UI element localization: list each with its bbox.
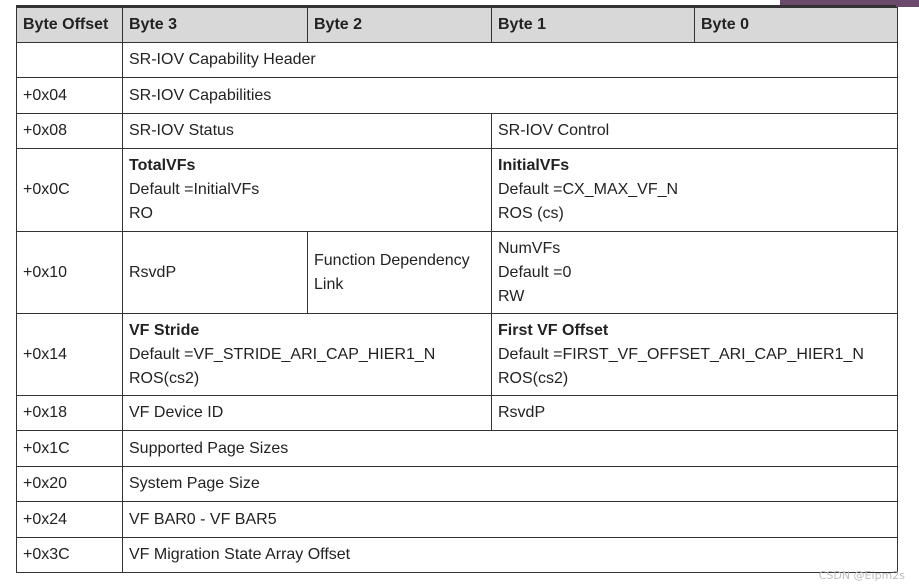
system-page-size-field: System Page Size — [123, 467, 898, 502]
function-dependency-link-field — [308, 232, 492, 314]
watermark: CSDN @Eipm2s — [818, 569, 905, 582]
table-row — [17, 114, 898, 149]
field-default: Default =FIRST_VF_OFFSET_ARI_CAP_HIER1_N — [498, 345, 864, 363]
header-byte-3: Byte 3 — [123, 8, 308, 43]
vf-device-id-field: VF Device ID — [123, 396, 492, 431]
table-row — [17, 78, 898, 114]
totalvfs-field — [123, 149, 492, 232]
initialvfs-field — [492, 149, 898, 232]
first-vf-offset-field — [492, 314, 898, 396]
sriov-register-table — [16, 7, 898, 573]
field-access: ROS(cs2) — [498, 369, 569, 387]
offset-cell: +0x0C — [17, 149, 123, 232]
vf-bar-field: VF BAR0 - VF BAR5 — [123, 502, 898, 538]
offset-cell: +0x24 — [17, 502, 123, 538]
header-byte-offset: Byte Offset — [17, 8, 123, 43]
capability-header-field: SR-IOV Capability Header — [123, 43, 898, 78]
field-name: First VF Offset — [498, 321, 609, 339]
offset-cell: +0x20 — [17, 467, 123, 502]
field-default: Default =VF_STRIDE_ARI_CAP_HIER1_N — [129, 345, 436, 363]
table-row — [17, 538, 898, 573]
field-name-line-2: Link — [314, 275, 344, 293]
offset-cell: +0x1C — [17, 431, 123, 467]
supported-page-sizes-field: Supported Page Sizes — [123, 431, 898, 467]
vf-stride-field — [123, 314, 492, 396]
field-access: RO — [129, 205, 153, 222]
status-field: SR-IOV Status — [123, 114, 492, 149]
field-default: Default =InitialVFs — [129, 181, 260, 198]
rsvdp-field: RsvdP — [492, 396, 898, 431]
control-field: SR-IOV Control — [492, 114, 898, 149]
header-byte-0: Byte 0 — [695, 8, 898, 43]
table-row — [17, 43, 898, 78]
field-default: Default =CX_MAX_VF_N — [498, 181, 679, 198]
table-row — [17, 502, 898, 538]
table-row — [17, 431, 898, 467]
field-name: VF Stride — [129, 321, 200, 339]
capabilities-field: SR-IOV Capabilities — [123, 78, 898, 114]
offset-cell — [17, 43, 123, 78]
field-default: Default =0 — [498, 263, 572, 281]
field-name: NumVFs — [498, 239, 561, 257]
rsvdp-field: RsvdP — [123, 232, 308, 314]
table-row — [17, 396, 898, 431]
offset-cell: +0x08 — [17, 114, 123, 149]
field-name: TotalVFs — [129, 157, 196, 174]
table-row — [17, 232, 898, 314]
field-name-line-1: Function Dependency — [314, 251, 470, 269]
offset-cell: +0x18 — [17, 396, 123, 431]
header-byte-1: Byte 1 — [492, 8, 695, 43]
field-name: InitialVFs — [498, 157, 570, 174]
vf-migration-state-field: VF Migration State Array Offset — [123, 538, 898, 573]
field-access: ROS (cs) — [498, 205, 564, 222]
header-byte-2: Byte 2 — [308, 8, 492, 43]
offset-cell: +0x10 — [17, 232, 123, 314]
table-row — [17, 314, 898, 396]
numvfs-field — [492, 232, 898, 314]
header-row — [17, 8, 898, 43]
field-access: ROS(cs2) — [129, 369, 200, 387]
table-row — [17, 149, 898, 232]
offset-cell: +0x04 — [17, 78, 123, 114]
field-access: RW — [498, 287, 525, 305]
offset-cell: +0x14 — [17, 314, 123, 396]
table-row — [17, 467, 898, 502]
offset-cell: +0x3C — [17, 538, 123, 573]
